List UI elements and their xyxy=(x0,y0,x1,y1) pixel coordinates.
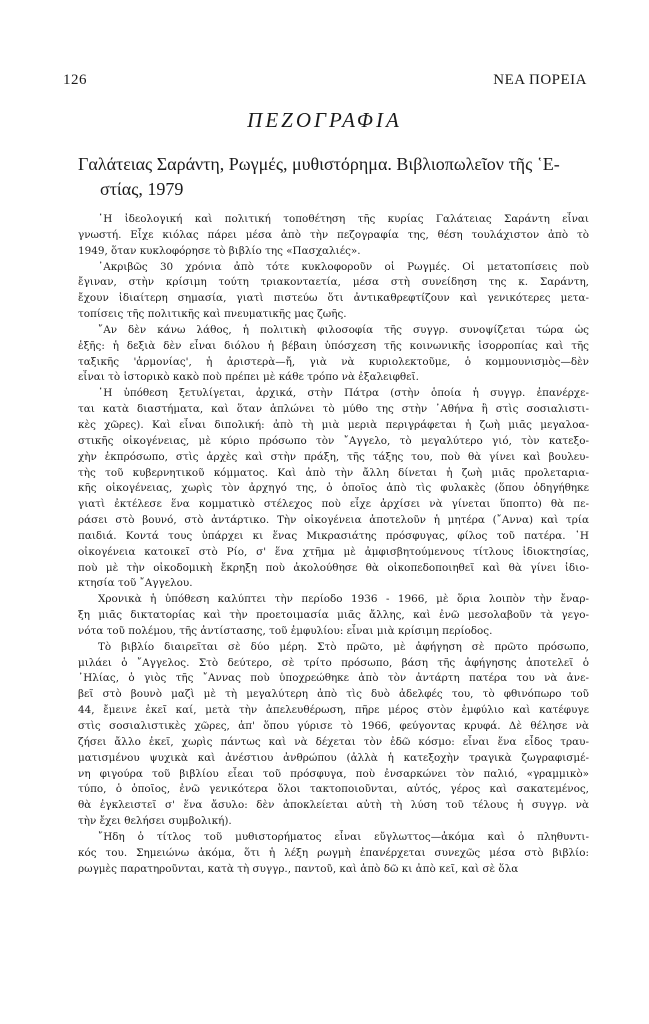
text-line: ῎Ηδη ὁ τίτλος τοῦ μυθιστορήματος εἶναι εὔγλωττος—ἀκόμα καὶ ὁ πληθυντι- xyxy=(98,830,589,843)
text-line: τοπίσεις τῆς πολιτικῆς καὶ πνευματικῆς μας ζωῆς. xyxy=(78,308,347,321)
text-line: Τὸ βιβλίο διαιρεῖται σὲ δύο μέρη. Στὸ πρῶτο, μὲ ἀφήγηση σὲ πρῶτο πρόσωπο, xyxy=(98,640,589,653)
paragraph xyxy=(78,640,589,830)
text-line: γνωστή. Εἶχε κιόλας πάρει μέσα ἀπὸ τὴν πεζογραφία της, θέση τουλάχιστον ἀπὸ τὸ xyxy=(78,228,589,241)
book-reference xyxy=(78,152,578,202)
article-body xyxy=(78,212,589,877)
text-line: παιδιά. Κοντά τους ὑπάρχει κι ἕνας Μικρασιάτης πρόσφυγας, φίλος τοῦ πατέρα. ῾Η xyxy=(78,529,589,542)
text-line: ται κατὰ διαστήματα, καὶ ὅταν ἁπλώνει τὸ μύθο της στὴν ᾿Αθήνα ἢ στὶς σοσιαλιστι- xyxy=(78,403,589,416)
text-line: τὴν ἔχει θελήσει συμβολική). xyxy=(78,815,232,828)
text-line: ῾Η ἰδεολογική καὶ πολιτική τοποθέτηση τῆς κυρίας Γαλάτειας Σαράντη εἶναι xyxy=(98,213,589,225)
text-line: τὴς τοῦ κυβερνητικοῦ κόμματος. Καὶ ἀπὸ τὴν ἄλλη δίνεται ἡ ζωὴ μιᾶς προλεταρια- xyxy=(78,466,589,479)
text-line: ἔγιναν, στὴν κρίσιμη τούτη τριακονταετία, μέσα στὴ συνείδηση της κ. Σαράντη, xyxy=(78,276,589,289)
text-line: ποὺ μὲ τὴν οἰκοδομικὴ ἔκρηξη ποὺ ἀκολούθησε θὰ οἰκοπεδοποιηθεῖ καὶ θὰ γίνει ἰδιο- xyxy=(78,561,589,574)
text-line: κτησία τοῦ ῎Αγγελου. xyxy=(78,577,193,590)
text-line: ράσει στὸ βουνό, στὸ ἀντάρτικο. Τὴν οἰκογένεια ἀποτελοῦν ἡ μητέρα (῎Αννα) καὶ τρία xyxy=(78,514,589,527)
text-line: τύπο, ὁ ὁποῖος, ἐνῶ γενικότερα ὅλοι τακτοποιοῦνται, αὐτός, γέρος καὶ σακατεμένος, xyxy=(78,783,589,796)
text-line: ματισμένου ψυχικὰ καὶ ἀνέστιου ἀνθρώπου (ἀλλὰ ἡ κατεξοχὴν τραγικὰ ζωγραφισμέ- xyxy=(78,751,589,764)
text-line: κὲς χῶρες). Καὶ εἶναι διπολική: ἀπὸ τὴ μιὰ μεριὰ περιγράφεται ἡ ζωὴ μιᾶς μεγαλοα- xyxy=(78,418,589,431)
text-line: κός του. Σημειώνω ἀκόμα, ὅτι ἡ λέξη ρωγμὴ ἐπανέρχεται συνεχῶς μέσα στὸ βιβλίο: xyxy=(78,846,589,859)
journal-title: ΝΕΑ ΠΟΡΕΙΑ xyxy=(493,72,587,88)
text-line: 44, ἔμεινε ἐκεῖ καί, μετὰ τὴν ἀπελευθέρωση, πῆρε μέρος στὸν ἐμφύλιο καὶ κατέφυγε xyxy=(78,704,589,717)
text-line: ᾿Ακριβῶς 30 χρόνια ἀπὸ τότε κυκλοφοροῦν οἱ Ρωγμές. Οἱ μετατοπίσεις ποὺ xyxy=(98,260,589,273)
text-line: Χρονικὰ ἡ ὑπόθεση καλύπτει τὴν περίοδο 1936 - 1966, μὲ ὅρια λοιπὸν τὴν ἔναρ- xyxy=(98,593,589,606)
text-line: ἔχουν ἰδιαίτερη σημασία, γιατὶ πιστεύω ὅτι ἀντικαθρεφτίζουν καὶ γενικότερες μετα- xyxy=(78,292,589,305)
text-line: μιλάει ὁ ῎Αγγελος. Στὸ δεύτερο, σὲ τρίτο πρόσωπο, βάση τῆς ἀφήγησης ἀποτελεῖ ὁ xyxy=(78,656,589,669)
paragraph xyxy=(78,592,589,640)
text-line: ῾Η ὑπόθεση ξετυλίγεται, ἀρχικά, στὴν Πάτρα (στὴν ὁποία ἡ συγγρ. ἐπανέρχε- xyxy=(98,387,589,400)
text-line: στὶς σοσιαλιστικὲς χῶρες, ἀπ' ὅπου γύρισε τὸ 1966, φεύγοντας κρυφά. Δὲ θέλησε νὰ xyxy=(78,720,589,732)
text-line: ταξικῆς 'ἁρμονίας', ἡ ἀριστερὰ—ἤ, γιὰ νὰ κυριολεκτοῦμε, ὁ κομμουνισμὸς—δὲν xyxy=(78,355,589,368)
page-number: 126 xyxy=(63,72,87,88)
text-line: γιατὶ ἐκτέλεσε ἕνα κομματικὸ στέλεχος ποὺ εἶχε ἀρχίσει νὰ γίνεται ὕποπτο) θὰ πε- xyxy=(78,498,589,511)
text-line: βεῖ στὸ βουνὸ μαζὶ μὲ τὴ μεγαλύτερη ἀπὸ τὶς δυὸ ἀδελφές του, τὸ φθινόπωρο τοῦ xyxy=(78,688,589,701)
text-line: κῆς οἰκογένειας, χωρὶς τὸν ἀρχηγό της, ὁ ὁποῖος ἀπὸ τὶς φυλακὲς (ὅπου ὁδηγήθηκε xyxy=(78,482,589,495)
paragraph xyxy=(78,260,589,323)
paragraph xyxy=(78,386,589,592)
paragraph xyxy=(78,212,589,260)
paragraph xyxy=(78,323,589,386)
paragraph xyxy=(78,830,589,878)
section-title: ΠΕΖΟΓΡΑΦΙΑ xyxy=(247,108,402,132)
text-line: θὰ ἐγκλειστεῖ σ' ἕνα ἄσυλο: δὲν ἀποκλείεται αὐτὴ τὴ λύση τοῦ τέλους ἡ συγγρ. νὰ xyxy=(78,799,589,812)
text-line: στικῆς οἰκογένειας, μὲ κύριο πρόσωπο τὸν ῎Αγγελο, τὸ μεγαλύτερο γιό, τὸν κατεξο- xyxy=(78,434,589,447)
text-line: ἑξῆς: ἡ δεξιὰ δὲν εἶναι διόλου ἡ βέβαιη ὑπόσχεση τῆς κοινωνικῆς ἰσορροπίας καὶ τῆς xyxy=(78,339,589,352)
text-line: 1949, ὅταν κυκλοφόρησε τὸ βιβλίο της «Πασχαλιές». xyxy=(78,244,361,257)
text-line: εἶναι τὸ ἱστορικὸ κακὸ ποὺ πρέπει μὲ κάθε τρόπο νὰ ἐξαλειφθεῖ. xyxy=(78,371,419,384)
text-line: ξη μιᾶς δικτατορίας καὶ τὴν προετοιμασία μιᾶς ἄλλης, καὶ ἐνῶ μεσολαβοῦν τὰ γεγο- xyxy=(78,609,589,622)
text-line: χὴν ἐκπρόσωπο, στὶς ἀρχὲς καὶ στὴν πράξη, τῆς τάξης του, ποὺ θὰ γίνει καὶ βουλευ- xyxy=(78,450,589,463)
text-line: νότα τοῦ πολέμου, τῆς ἀντίστασης, τοῦ ἐμφυλίου: εἶναι μιὰ κρίσιμη περίοδος. xyxy=(78,624,493,637)
text-line: ζήσει ἄλλο ἐκεῖ, χωρὶς πάντως καὶ νὰ δέχεται τὸν ἐδῶ κόσμο: εἶναι ἕνα εἶδος τραυ- xyxy=(78,735,589,748)
text-line: οἰκογένεια κατοικεῖ στὸ Ρίο, σ' ἕνα χτῆμα μὲ ἀμφισβητούμενους τίτλους ἰδιοκτησίας, xyxy=(78,545,589,558)
text-line: νη φιγούρα τοῦ βιβλίου εἶεαι τοῦ πρόσφυγα, ποὺ ἐνσαρκώνει τὸν παλιό, «γραμμικὸ» xyxy=(78,767,589,780)
book-reference-line: στίας, 1979 xyxy=(100,179,184,199)
text-line: ρωγμὲς παρατηροῦνται, κατὰ τὴ συγγρ., παντοῦ, καὶ ἀπὸ δῶ κι ἀπὸ κεῖ, καὶ σὲ ὅλα xyxy=(78,862,519,875)
book-reference-line: Γαλάτειας Σαράντη, Ρωγμές, μυθιστόρημα. Βιβλιοπωλεῖον τῆς ῾Ε- xyxy=(78,154,560,174)
text-line: ῎Αν δὲν κάνω λάθος, ἡ πολιτικὴ φιλοσοφία τῆς συγγρ. συνοψίζεται τώρα ὡς xyxy=(98,323,589,336)
text-line: ᾿Ηλίας, ὁ γιὸς τῆς ῎Αννας ποὺ ὑποχρεώθηκε ἀπὸ τὸν ἀντάρτη πατέρα του νὰ ἀνε- xyxy=(78,672,589,685)
